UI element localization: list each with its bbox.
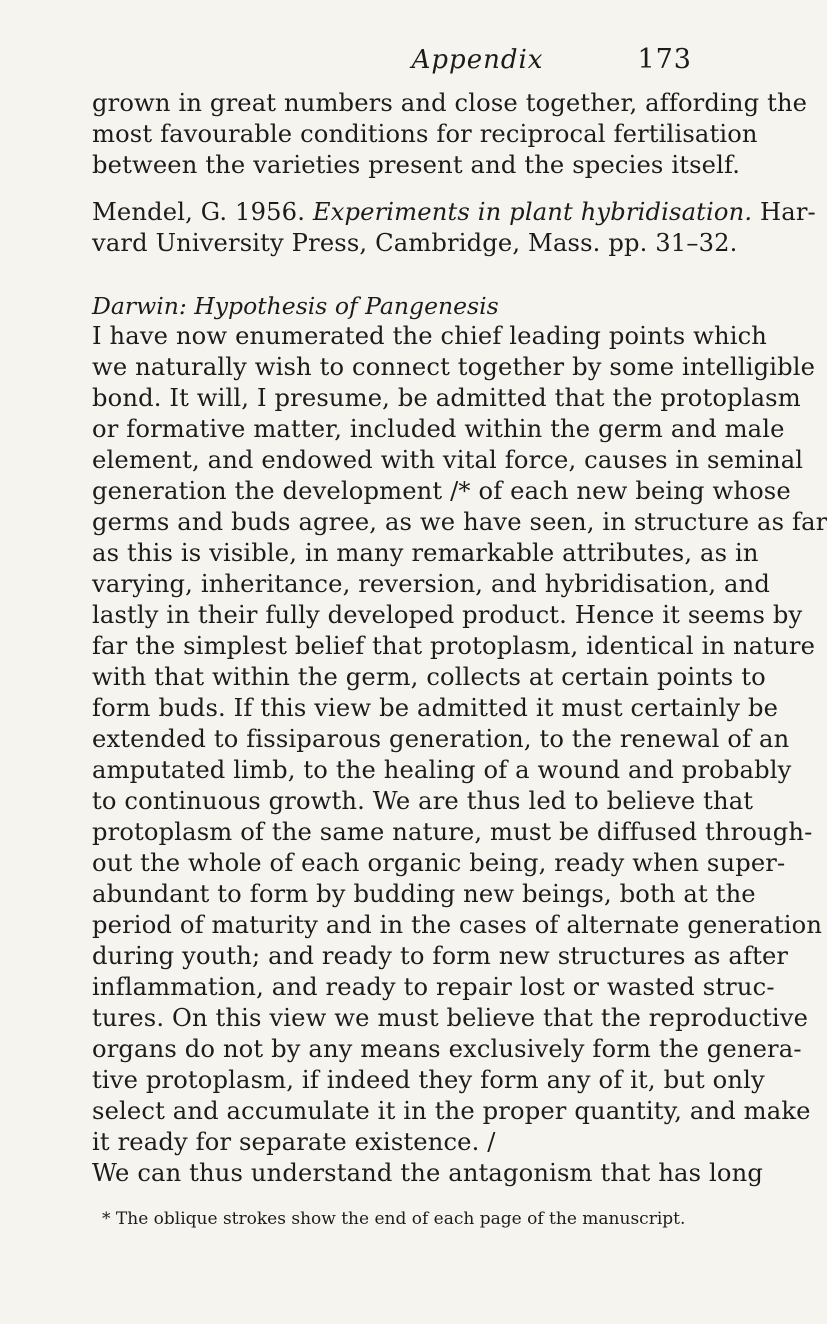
text-line: we naturally wish to connect together by some intelligible: [92, 353, 816, 381]
text-line: organs do not by any means exclusively form the genera-: [92, 1035, 802, 1063]
text-line: with that within the germ, collects at certain points to: [92, 663, 766, 691]
section-heading-author: Darwin:: [92, 292, 187, 320]
text-line: protoplasm of the same nature, must be diffused through-: [92, 818, 813, 846]
text-line: between the varieties present and the species itself.: [92, 151, 741, 179]
text-line: generation the development /* of each new being whose: [92, 477, 791, 505]
text-line: germs and buds agree, as we have seen, in structure as far: [92, 508, 827, 536]
text-line: during youth; and ready to form new structures as after: [92, 942, 789, 970]
text-line: element, and endowed with vital force, causes in seminal: [92, 446, 804, 474]
reference-title: Experiments in plant hybridisation.: [312, 198, 753, 226]
page-number: 173: [637, 44, 692, 75]
reference-publisher-start: Har-: [752, 198, 816, 226]
reference-author-year: Mendel, G. 1956.: [92, 198, 313, 226]
text-line: extended to fissiparous generation, to the renewal of an: [92, 725, 790, 753]
text-line: amputated limb, to the healing of a wound and probably: [92, 756, 792, 784]
text-line: it ready for separate existence. /: [92, 1128, 496, 1156]
opening-paragraph: [92, 88, 808, 181]
text-line: to continuous growth. We are thus led to believe that: [92, 787, 754, 815]
text-line: grown in great numbers and close together, affording the: [92, 89, 808, 117]
text-line: tive protoplasm, if indeed they form any of it, but only: [92, 1066, 765, 1094]
text-line: We can thus understand the antagonism that has long: [92, 1159, 763, 1187]
footnote: * The oblique strokes show the end of each page of the manuscript.: [102, 1209, 686, 1229]
section-heading-title: Hypothesis of Pangenesis: [194, 292, 499, 320]
reference-line: vard University Press, Cambridge, Mass. pp. 31–32.: [92, 229, 738, 257]
text-line: period of maturity and in the cases of alternate generation: [92, 911, 823, 939]
text-line: form buds. If this view be admitted it must certainly be: [92, 694, 779, 722]
text-line: or formative matter, included within the germ and male: [92, 415, 785, 443]
text-line: most favourable conditions for reciprocal fertilisation: [92, 120, 758, 148]
text-line: far the simplest belief that protoplasm, identical in nature: [92, 632, 816, 660]
book-page: [92, 40, 827, 1231]
text-line: varying, inheritance, reversion, and hybridisation, and: [92, 570, 770, 598]
text-line: lastly in their fully developed product. Hence it seems by: [92, 601, 803, 629]
running-head: [92, 40, 692, 80]
text-line: abundant to form by budding new beings, both at the: [92, 880, 756, 908]
text-line: tures. On this view we must believe that the reproductive: [92, 1004, 809, 1032]
text-line: out the whole of each organic being, ready when super-: [92, 849, 786, 877]
reference-citation: [92, 197, 816, 259]
text-line: I have now enumerated the chief leading points which: [92, 322, 768, 350]
running-head-title: Appendix: [411, 45, 544, 75]
body-paragraph: [92, 321, 827, 1189]
text-line: bond. It will, I presume, be admitted that the protoplasm: [92, 384, 801, 412]
text-line: as this is visible, in many remarkable attributes, as in: [92, 539, 759, 567]
text-line: select and accumulate it in the proper quantity, and make: [92, 1097, 811, 1125]
section-heading: [92, 291, 692, 321]
reference-line: [92, 197, 816, 228]
text-line: inflammation, and ready to repair lost or wasted struc-: [92, 973, 775, 1001]
